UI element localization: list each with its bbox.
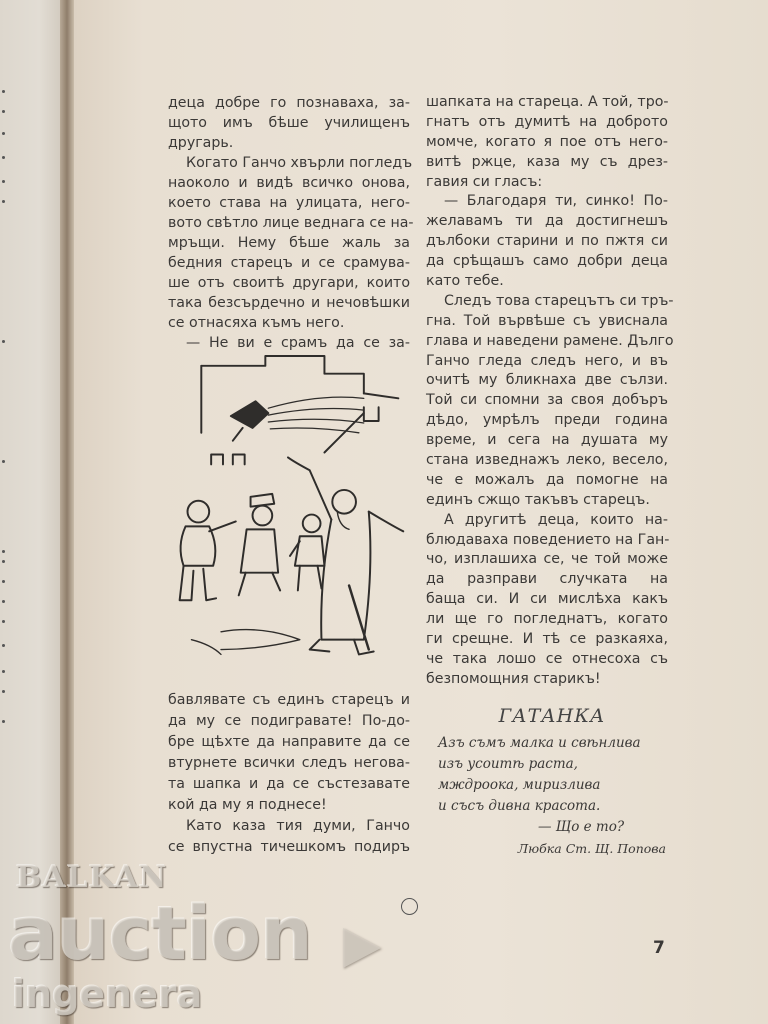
text-line: дѣдо, умрѣлъ преди година — [426, 412, 668, 429]
adjacent-page-text-fragment — [2, 90, 5, 93]
text-line: стана изведнажъ леко, весело, — [426, 452, 668, 469]
text-line: баща си. И си мислѣха какъ — [426, 591, 668, 608]
text-line: като тебе. — [426, 273, 504, 290]
text-line: ли ще го погледнатъ, когато — [426, 611, 668, 628]
text-line: — Благодаря ти, синко! По- — [444, 193, 668, 210]
building-outline — [201, 356, 398, 453]
text-line: момче, когато я пое отъ него- — [426, 133, 668, 150]
window-marks — [211, 454, 244, 464]
text-line: — Не ви е срамъ да се за- — [186, 335, 410, 351]
riddle-line: мждроока, миризлива — [438, 777, 601, 793]
text-line: време, и сега на душата му — [426, 432, 668, 449]
riddle-title: ГАТАНКА — [498, 705, 606, 727]
text-line: така безсърдечно и нечовѣшки — [168, 295, 410, 311]
ground-scribbles — [191, 630, 299, 655]
left-column-top — [168, 93, 414, 353]
text-line: мръщи. Нему бѣше жаль за — [168, 235, 410, 251]
text-line: се отнасяха къмъ него. — [168, 315, 345, 331]
text-line: да разправи случката на — [426, 571, 668, 588]
adjacent-page-text-fragment — [2, 644, 5, 647]
text-line: дълбоки старини и по пжтя си — [426, 233, 668, 250]
adjacent-page-text-fragment — [2, 132, 5, 135]
adjacent-page-text-fragment — [2, 156, 5, 159]
text-line: желавамъ ти да достигнешъ — [426, 213, 668, 230]
text-line: гнатъ отъ думитѣ на доброто — [426, 113, 668, 130]
text-line: чо, изплашиха се, че той може — [426, 551, 668, 568]
watermark-line-3: ingenera — [12, 972, 203, 1016]
text-line: Когато Ганчо хвърли погледъ — [186, 155, 413, 171]
text-line: Ганчо гледа следъ него, и въ — [426, 352, 668, 369]
text-line: глава и наведени рамене. Дълго — [426, 332, 674, 349]
text-line: бре щѣхте да направите да се — [168, 734, 410, 750]
left-column-bottom — [168, 690, 410, 858]
text-line: блюдаваха поведението на Ган- — [426, 531, 670, 548]
text-line: кой да му я поднесе! — [168, 797, 327, 813]
text-line: деца добре го познаваха, за- — [168, 95, 410, 111]
text-line: бавлявате съ единъ старецъ и — [168, 692, 410, 708]
text-line: А другитѣ деца, които на- — [444, 511, 668, 528]
text-line: втурнете всички следъ негова- — [168, 755, 410, 771]
text-line: другарь. — [168, 135, 234, 151]
text-line: се впустна тичешкомъ подиръ — [168, 839, 410, 855]
text-line: щото имъ бѣше училищенъ — [168, 115, 410, 131]
text-line: Той си спомни за своя добъръ — [426, 392, 668, 409]
child-figure-2 — [239, 494, 280, 595]
old-man-figure — [288, 457, 403, 654]
child-figure-1 — [180, 501, 236, 600]
watermark-play-icon — [343, 928, 381, 968]
adjacent-page-text-fragment — [2, 670, 5, 673]
adjacent-page-text-fragment — [2, 180, 5, 183]
watermark-line-2: auction — [8, 891, 312, 977]
text-line: което става на улицата, него- — [168, 195, 410, 211]
watermark-line-1: BALKAN — [16, 860, 168, 895]
adjacent-page-text-fragment — [2, 580, 5, 583]
text-line: безпомощния старикъ! — [426, 670, 601, 687]
text-line: гавия си гласъ: — [426, 173, 543, 190]
text-line: да срѣщашъ само добри деца — [426, 253, 668, 270]
riddle-line: изъ усоитѣ раста, — [438, 756, 578, 772]
right-column — [426, 93, 674, 693]
adjacent-page-text-fragment — [2, 110, 5, 113]
text-line: единъ сжщо такъвъ старецъ. — [426, 491, 650, 508]
adjacent-page-text-fragment — [2, 690, 5, 693]
adjacent-page-text-fragment — [2, 460, 5, 463]
text-line: ги срещне. И тѣ се разкаяха, — [426, 631, 668, 648]
text-line: че така лошо се отнесоха съ — [426, 650, 668, 667]
text-line: бедния старецъ и се срамува- — [168, 255, 410, 271]
adjacent-page-text-fragment — [2, 600, 5, 603]
text-line: да му се подигравате! По-до- — [168, 713, 410, 729]
text-line: витѣ ржце, каза му съ дрез- — [426, 153, 668, 170]
text-line: Следъ това старецътъ си тръ- — [444, 292, 674, 309]
watermark — [8, 862, 408, 1022]
text-line: очитѣ му бликнаха две сълзи. — [426, 372, 668, 389]
text-line: наоколо и видѣ всичко онова, — [168, 175, 410, 191]
adjacent-page-text-fragment — [2, 560, 5, 563]
text-line: гна. Той вървѣше съ увиснала — [426, 312, 668, 329]
adjacent-page-text-fragment — [2, 340, 5, 343]
text-line: че е можалъ да помогне на — [426, 471, 668, 488]
adjacent-page-text-fragment — [2, 550, 5, 553]
page-number: 7 — [653, 938, 665, 958]
riddle-line: Азъ съмъ малка и свѣнлива — [438, 735, 641, 751]
adjacent-page-text-fragment — [2, 720, 5, 723]
riddle-block — [438, 705, 666, 858]
illustration-old-man-and-children — [160, 354, 415, 684]
text-line: та шапка и да се състезавате — [168, 776, 410, 792]
adjacent-page-text-fragment — [2, 620, 5, 623]
riddle-question: — Що е то? — [538, 819, 625, 835]
adjacent-page-text-fragment — [2, 200, 5, 203]
riddle-line: и съсъ дивна красота. — [438, 798, 601, 814]
flying-hat-icon — [231, 401, 268, 440]
text-line: ше отъ своитѣ другари, които — [168, 275, 410, 291]
child-figure-3 — [290, 515, 324, 591]
text-line: вото свѣтло лице веднага се на- — [168, 215, 414, 231]
riddle-author: Любка Ст. Щ. Попова — [517, 841, 666, 856]
text-line: шапката на стареца. А той, тро- — [426, 94, 669, 110]
text-line: Като каза тия думи, Ганчо — [186, 818, 410, 834]
